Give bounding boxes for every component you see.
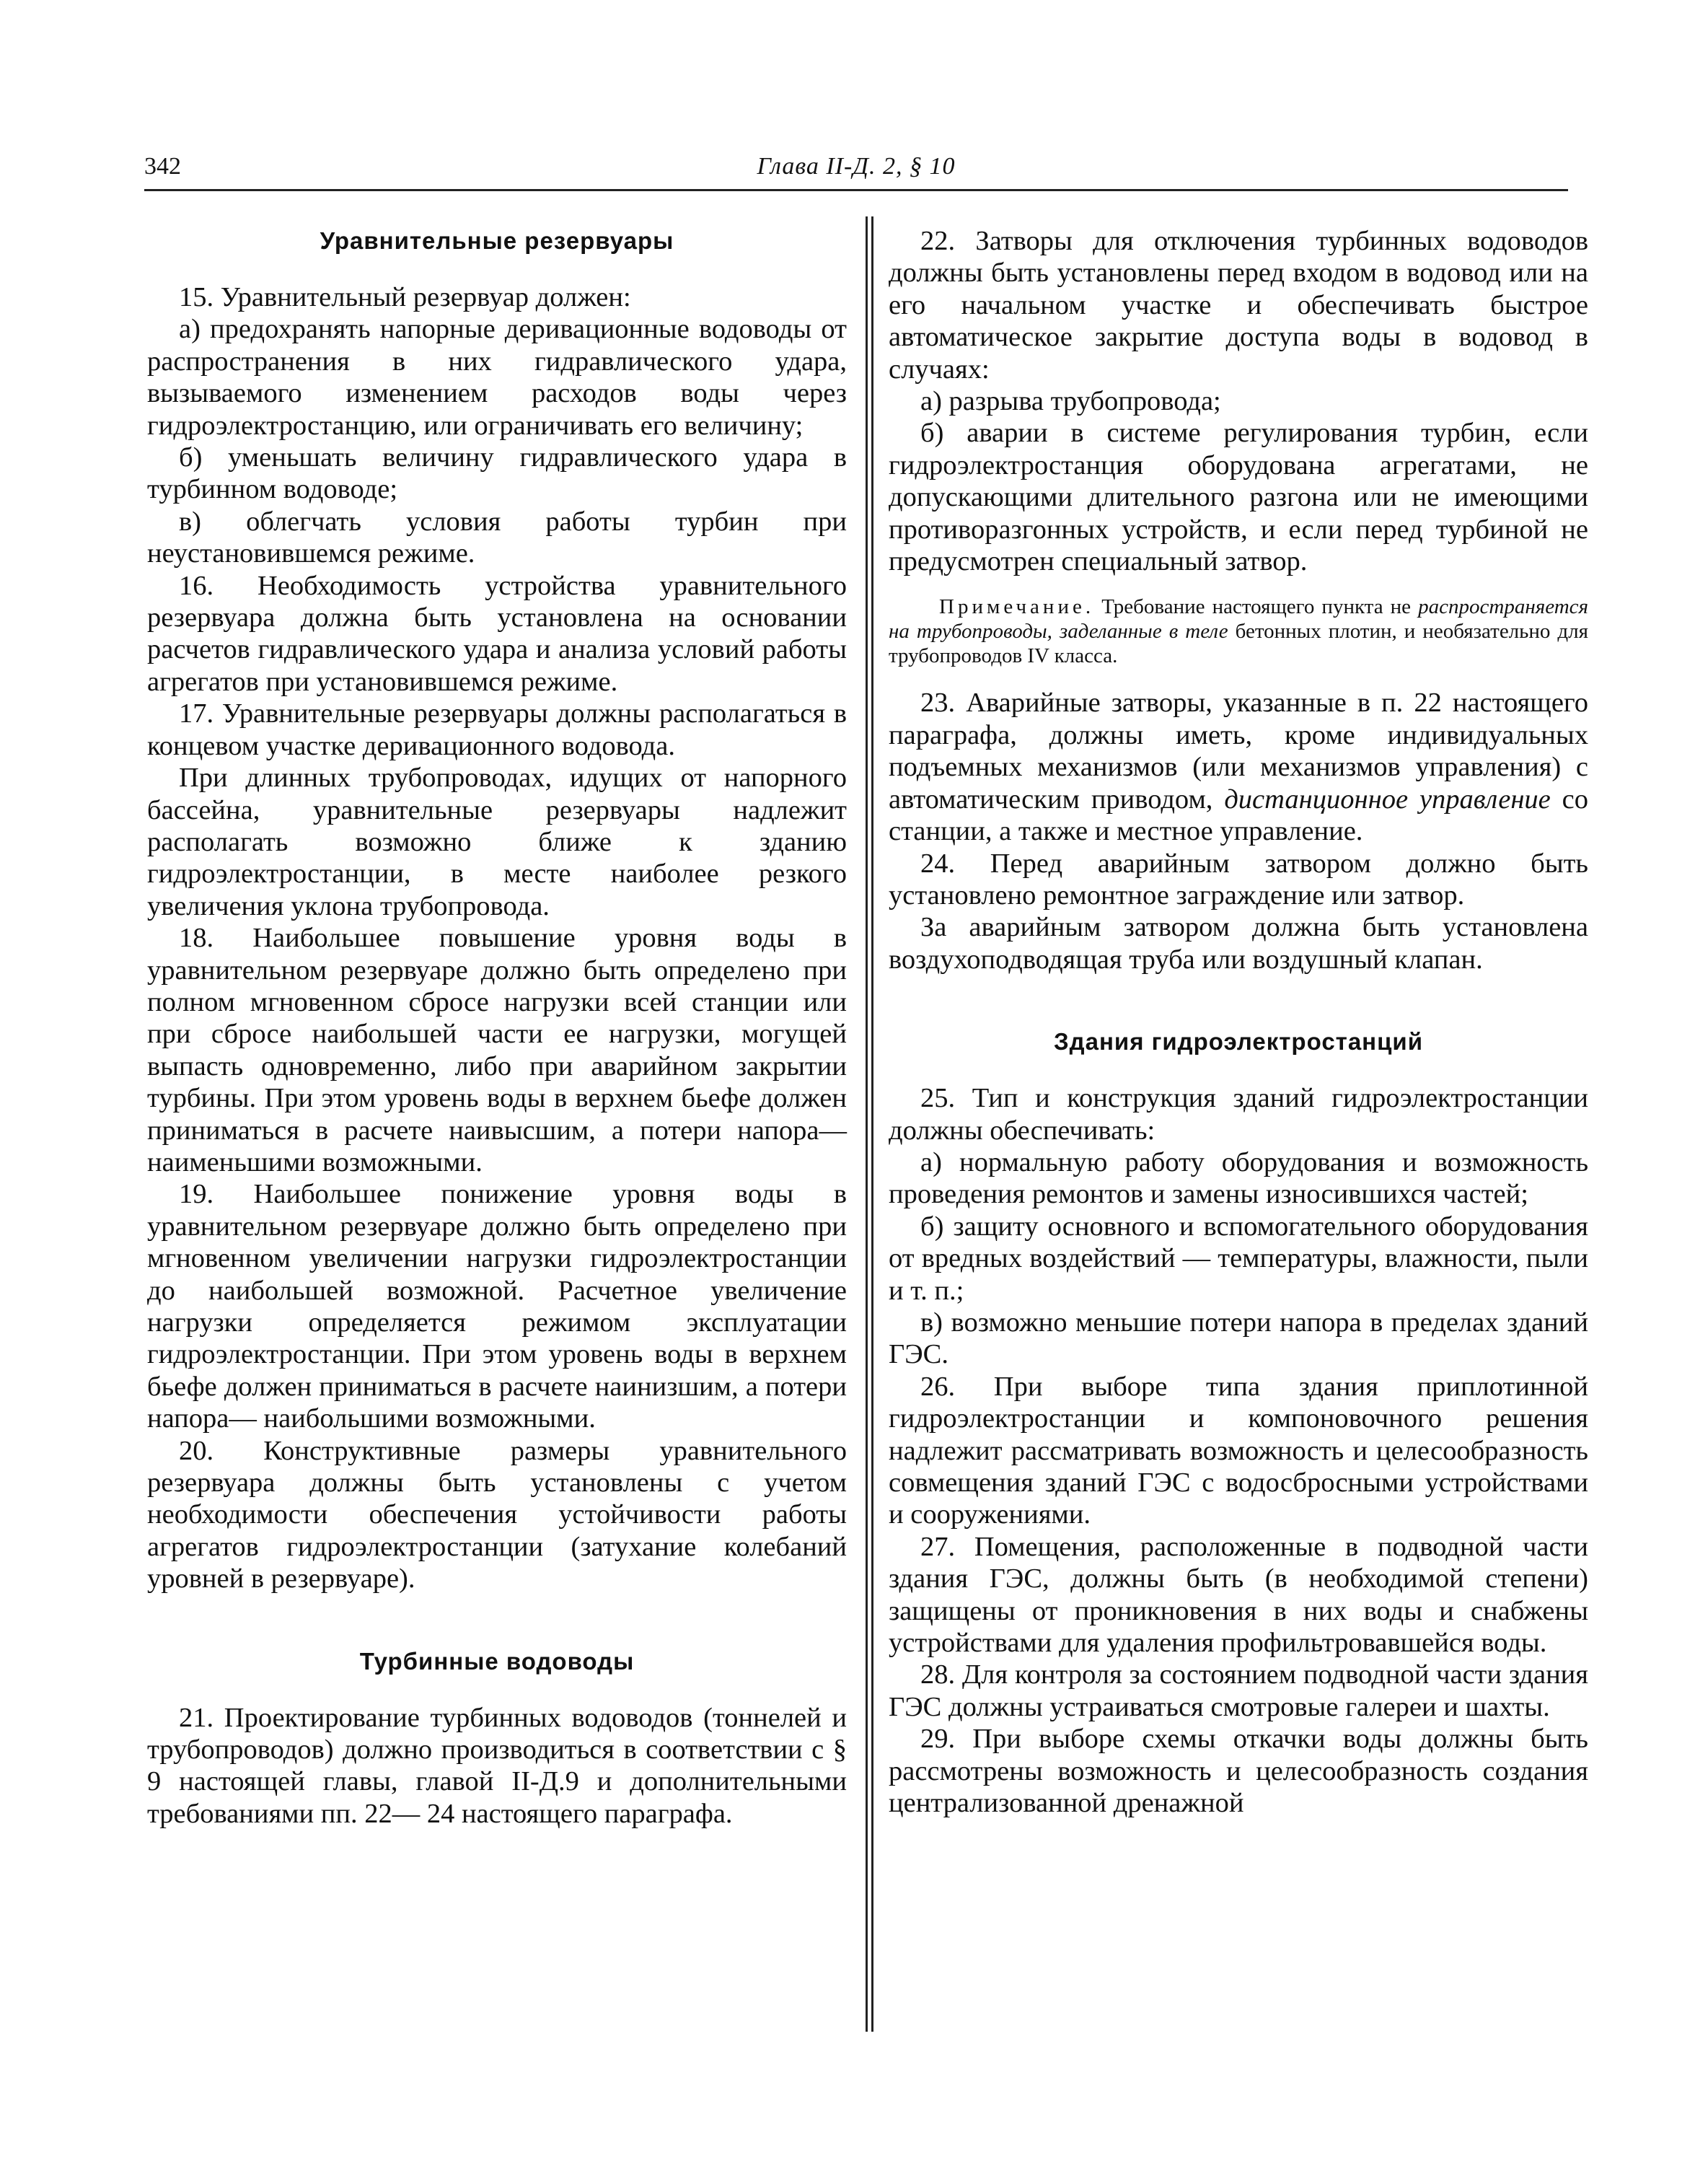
paragraph-15: 15. Уравнительный резервуар должен: (179, 282, 631, 312)
paragraph-29: 29. При выборе схемы откачки воды должны быть рассмотрены возможность и целесообразность создания централизованной дренажной (889, 1724, 1588, 1819)
header-rule (144, 189, 1568, 191)
paragraph-26: 26. При выборе типа здания приплотинной гидроэлектростанции и компоновочного решения надлежит рассматривать возможность и целесообразность совмещения зданий ГЭС с водосбросными устройствами и сооружениями. (889, 1371, 1588, 1530)
paragraph-25c: в) возможно меньшие потери напора в пределах зданий ГЭС. (889, 1307, 1588, 1370)
paragraph-24-continued: За аварийным затвором должна быть установлена воздухоподводящая труба или воздушный клапан. (889, 912, 1588, 975)
column-divider (866, 216, 873, 2032)
paragraph-23-part-1: 23. Аварийные затворы, указанные в п. 22 настоящего параграфа, должны иметь, кроме индивидуальных подъемных механизмов (или механизмов управления) с автоматическим приводом, (889, 688, 1588, 815)
paragraph-25a: а) нормальную работу оборудования и возможность проведения ремонтов и замены износившихся частей; (889, 1146, 1588, 1210)
paragraph-23 (889, 687, 1588, 847)
paragraph-23-part-3: со станции, а также и местное управление. (889, 784, 1588, 847)
running-head: Глава II-Д. 2, § 10 (757, 153, 956, 180)
note-text-1: Требование настоящего пункта не (1094, 595, 1419, 619)
paragraph-19: 19. Наибольшее понижение уровня воды в уравнительном резервуаре должно быть определено при мгновенном увеличении нагрузки гидроэлектростанции до наибольшей возможной. Расчетное увеличение нагрузки определяется режимом эксплуатации гидроэлектростанции. При этом уровень воды в верхнем бьефе должен приниматься в расчете наинизшим, а потери напора— наибольшими возможными. (147, 1179, 847, 1434)
paragraph-24: 24. Перед аварийным затвором должно быть установлено ремонтное заграждение или затвор. (889, 848, 1588, 911)
right-column (889, 225, 1588, 1819)
left-column (147, 225, 847, 1830)
section-heading-turbine-conduits: Турбинные водоводы (359, 1647, 635, 1675)
paragraph-20: 20. Конструктивные размеры уравнительного резервуара должны быть установлены с учетом необходимости обеспечения устойчивости работы агрегатов гидроэлектростанции (затухание колебаний уровней в резервуаре). (147, 1435, 847, 1594)
page-header (144, 153, 1568, 190)
paragraph-15b: б) уменьшать величину гидравлического удара в турбинном водоводе; (147, 442, 847, 505)
note-paragraph (889, 595, 1588, 668)
paragraph-27: 27. Помещения, расположенные в подводной части здания ГЭС, должны быть (в необходимой степени) защищены от проникновения в них воды и снабжены устройствами для удаления профильтровавшейся воды. (889, 1531, 1588, 1659)
note-label: Примечание. (939, 595, 1095, 619)
paragraph-16: 16. Необходимость устройства уравнительного резервуара должна быть установлена на основании расчетов гидравлического удара и анализа условий работы агрегатов при установившемся режиме. (147, 570, 847, 697)
paragraph-15c: в) облегчать условия работы турбин при неустановившемся режиме. (147, 506, 847, 569)
paragraph-17: 17. Уравнительные резервуары должны располагаться в концевом участке деривационного водовода. (147, 698, 847, 761)
paragraph-15a: а) предохранять напорные деривационные водоводы от распространения в них гидравлического удара, вызываемого изменением расходов воды через гидроэлектростанцию, или ограничивать его величину; (147, 314, 847, 441)
section-heading-powerhouses: Здания гидроэлектростанций (1054, 1028, 1423, 1056)
paragraph-22b: б) аварии в системе регулирования турбин, если гидроэлектростанция оборудована агрегатами, не допускающими длительного разгона или не имеющими противоразгонных устройств, и если перед турбиной не предусмотрен специальный затвор. (889, 418, 1588, 577)
paragraph-21: 21. Проектирование турбинных водоводов (тоннелей и трубопроводов) должно производиться в соответствии с § 9 настоящей главы, главой II-Д.9 и дополнительными требованиями пп. 22— 24 настоящего параграфа. (147, 1702, 847, 1829)
note-text-italic: распространяется на трубопроводы, заделанные в теле (889, 595, 1588, 644)
paragraph-18: 18. Наибольшее повышение уровня воды в уравнительном резервуаре должно быть определено при полном мгновенном сбросе нагрузки всей станции или при сбросе наибольшей части ее нагрузки, могущей выпасть одновременно, либо при аварийном закрытии турбины. При этом уровень воды в верхнем бьефе должен приниматься в расчете наивысшим, а потери напора— наименьшими возможными. (147, 923, 847, 1177)
section-heading-surge-tanks: Уравнительные резервуары (320, 227, 674, 254)
page-number: 342 (144, 153, 181, 180)
paragraph-25: 25. Тип и конструкция зданий гидроэлектростанции должны обеспечивать: (889, 1083, 1588, 1146)
note-text-3: бетонных плотин, и необязательно для трубопроводов IV класса. (889, 620, 1588, 668)
paragraph-23-italic: дистанционное управление (1224, 784, 1551, 815)
paragraph-17-continued: При длинных трубопроводах, идущих от напорного бассейна, уравнительные резервуары надлежит располагать возможно ближе к зданию гидроэлектростанции, в месте наиболее резкого увеличения уклона трубопровода. (147, 763, 847, 921)
paragraph-28: 28. Для контроля за состоянием подводной части здания ГЭС должны устраиваться смотровые галереи и шахты. (889, 1659, 1588, 1722)
paragraph-22a: а) разрыва трубопровода; (920, 386, 1221, 417)
paragraph-25b: б) защиту основного и вспомогательного оборудования от вредных воздействий — температуры, влажности, пыли и т. п.; (889, 1211, 1588, 1306)
paragraph-22: 22. Затворы для отключения турбинных водоводов должны быть установлены перед входом в водовод или на его начальном участке и обеспечивать быстрое автоматическое закрытие доступа воды в водовод в случаях: (889, 226, 1588, 385)
